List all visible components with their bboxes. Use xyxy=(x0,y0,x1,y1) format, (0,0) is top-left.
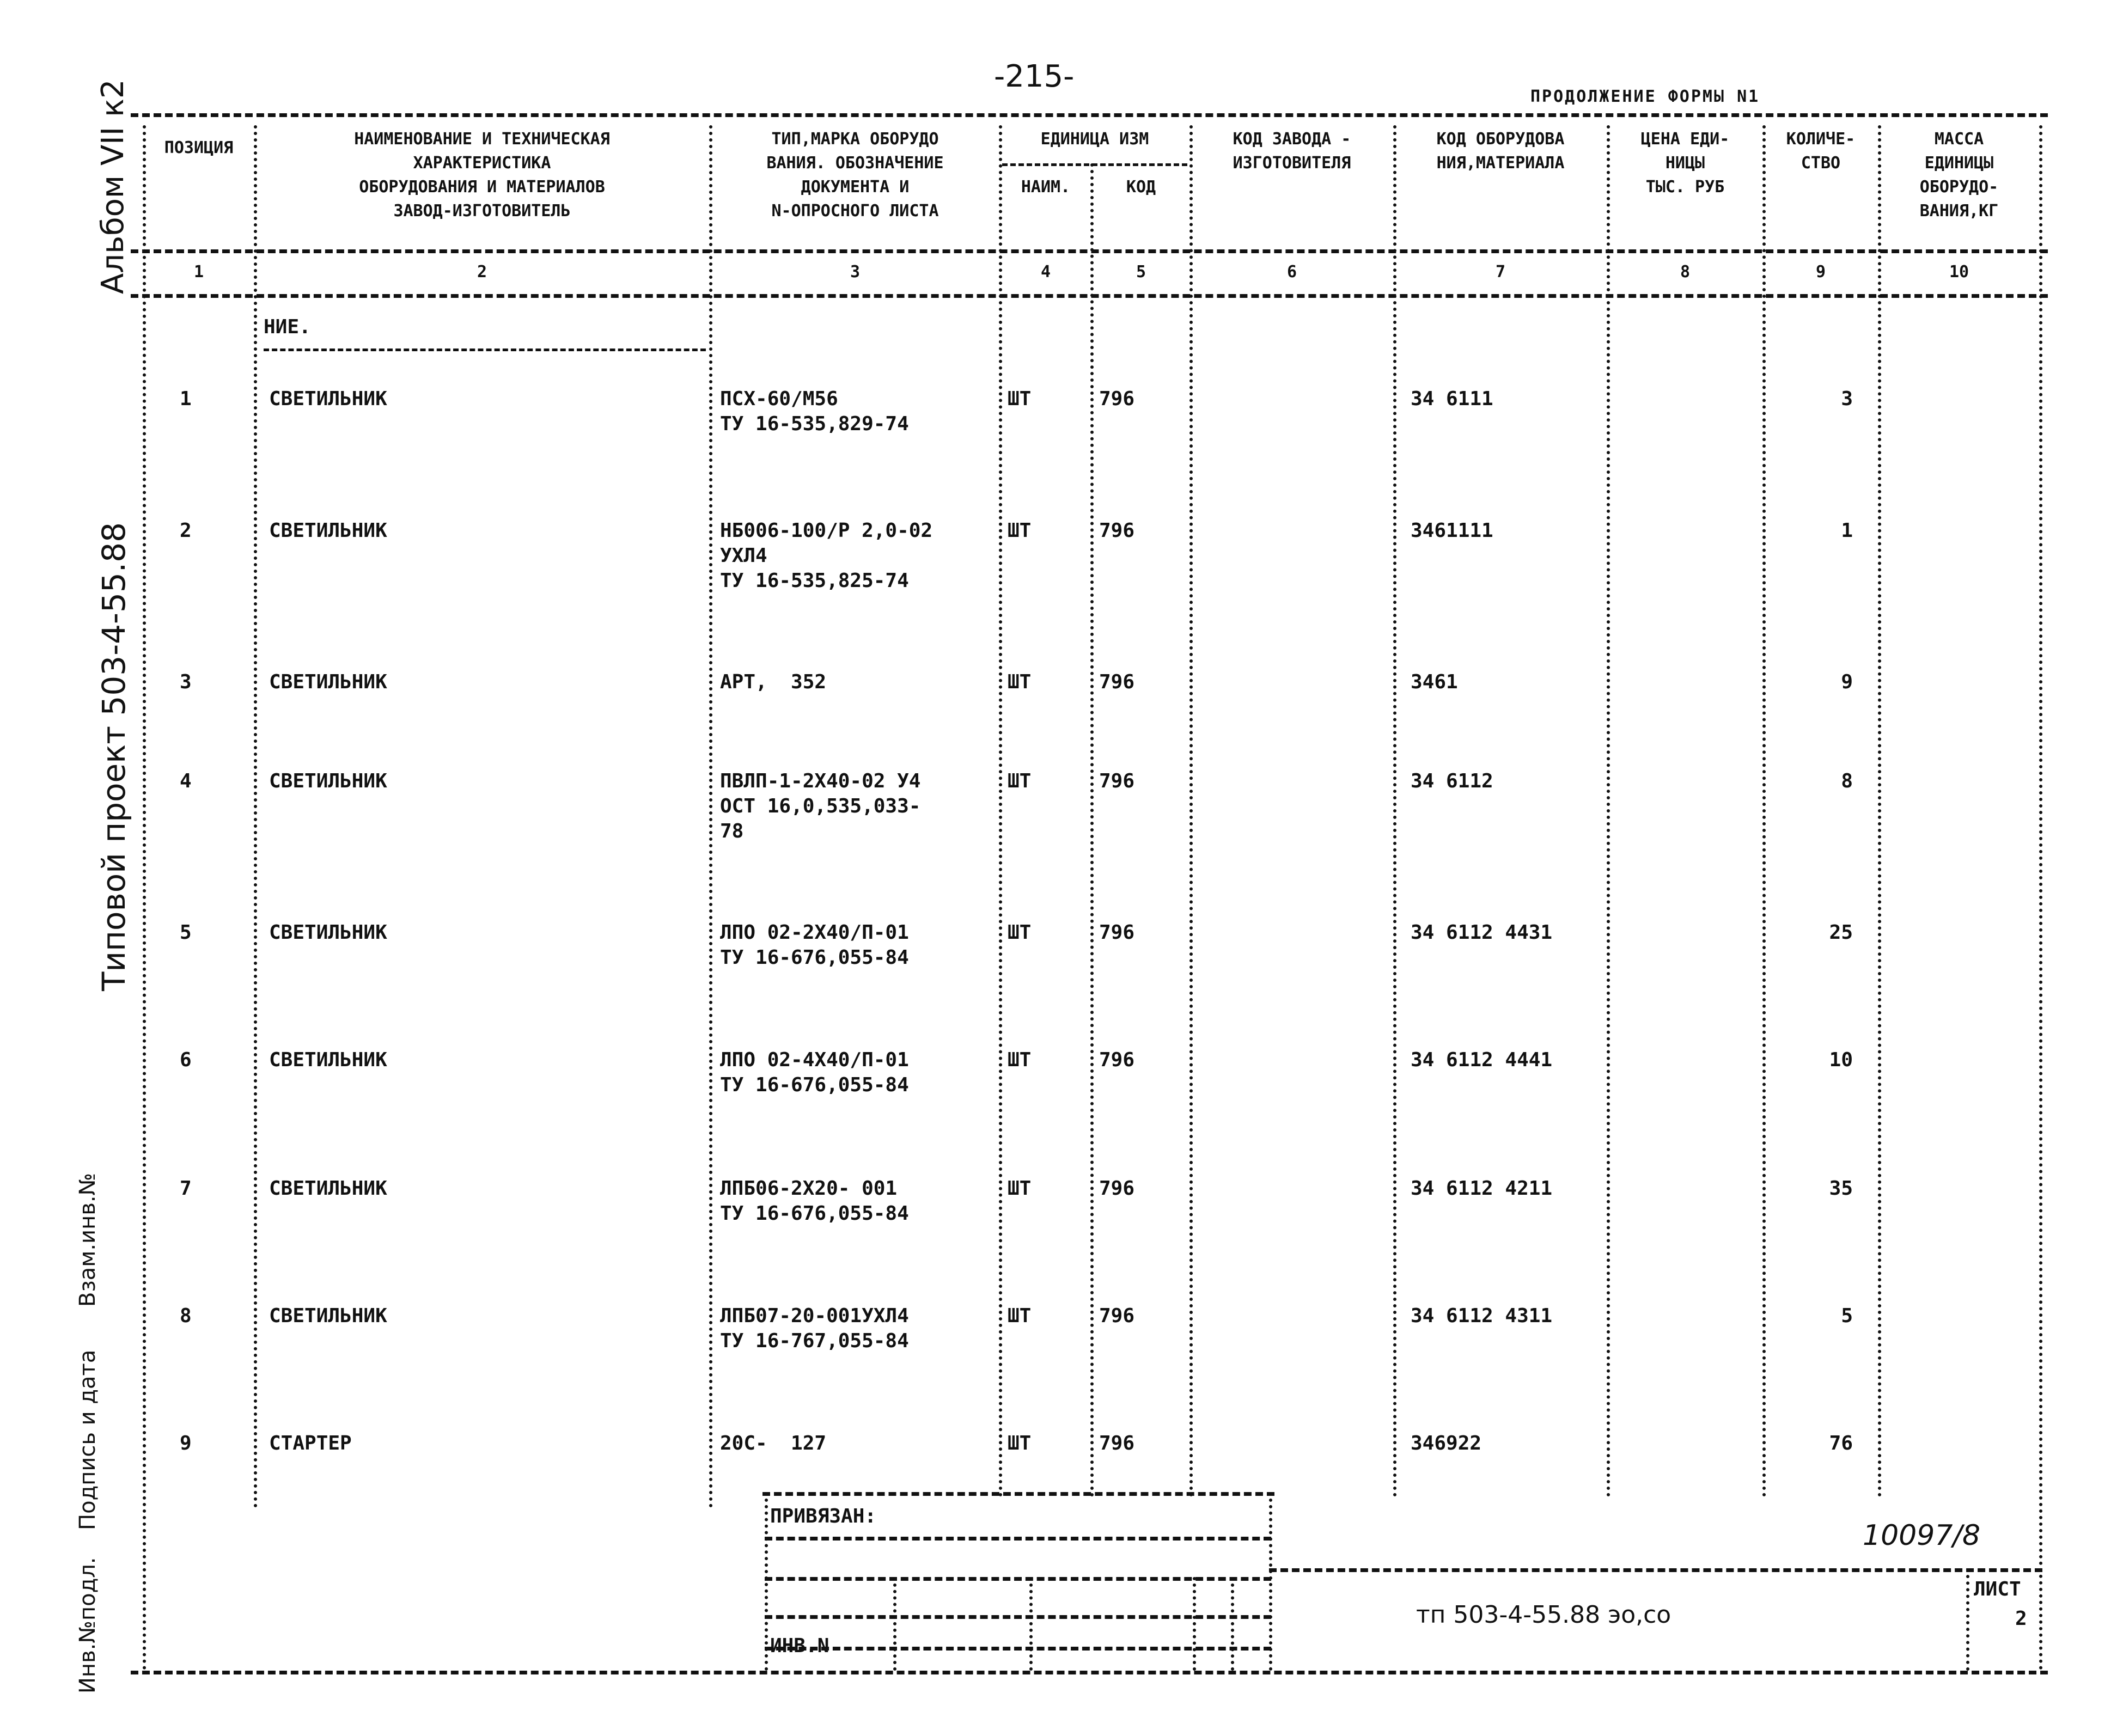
row-position: 3 xyxy=(180,671,192,693)
row-position: 8 xyxy=(180,1305,192,1327)
stamp-col-4 xyxy=(1231,1577,1234,1671)
row-unit: ШТ xyxy=(1008,519,1032,542)
side-podpis-label: Подпись и дата xyxy=(75,1349,100,1530)
row-name: СВЕТИЛЬНИК xyxy=(269,671,387,693)
row-name: СВЕТИЛЬНИК xyxy=(269,921,387,944)
stamp-sheet-rule xyxy=(1966,1568,1969,1671)
side-inv-label: Инв.№подл. xyxy=(75,1557,100,1694)
row-equip-code: 34 6112 4431 xyxy=(1411,921,1553,944)
col-rule-7 xyxy=(1607,125,1610,1497)
stamp-col-1 xyxy=(893,1577,896,1671)
colnum-5: 5 xyxy=(1136,262,1146,282)
row-position: 4 xyxy=(180,770,192,792)
row-equip-code: 34 6112 xyxy=(1411,770,1493,792)
row-code: 796 xyxy=(1099,1432,1135,1454)
header-factory-code: КОД ЗАВОДА - ИЗГОТОВИТЕЛЯ xyxy=(1233,130,1351,173)
row-name: СВЕТИЛЬНИК xyxy=(269,1305,387,1327)
row-code: 796 xyxy=(1099,1177,1135,1200)
row-equip-code: 3461 xyxy=(1411,671,1458,693)
row-code: 796 xyxy=(1099,388,1135,410)
side-vzam-label: Взам.инв.№ xyxy=(75,1172,100,1307)
row-position: 9 xyxy=(180,1432,192,1454)
row-type: ЛПО 02-2Х40/П-01 ТУ 16-676,055-84 xyxy=(720,921,909,969)
row-type: ЛПБ07-20-001УХЛ4 ТУ 16-767,055-84 xyxy=(720,1305,909,1352)
stamp-number: 10097/8 xyxy=(1863,1519,1981,1552)
header-unit: ЕДИНИЦА ИЗМ xyxy=(1040,130,1149,149)
row-unit: ШТ xyxy=(1008,1177,1032,1200)
row-unit: ШТ xyxy=(1008,388,1032,410)
col-rule-1 xyxy=(254,125,257,1508)
row-qty: 3 xyxy=(1841,388,1853,410)
row-type: АРТ, 352 xyxy=(720,671,827,693)
row-qty: 25 xyxy=(1829,921,1853,944)
side-album-label: Альбом VII к2 xyxy=(95,79,131,294)
colnum-10: 10 xyxy=(1949,262,1969,282)
stamp-rule-left xyxy=(765,1492,768,1671)
row-code: 796 xyxy=(1099,671,1135,693)
row-qty: 10 xyxy=(1829,1049,1853,1071)
header-equip-code: КОД ОБОРУДОВА НИЯ,МАТЕРИАЛА xyxy=(1436,130,1565,173)
colnum-4: 4 xyxy=(1040,262,1051,282)
row-code: 796 xyxy=(1099,921,1135,944)
colnum-1: 1 xyxy=(193,262,204,282)
row-position: 1 xyxy=(180,388,192,410)
stamp-sheet-label: ЛИСТ xyxy=(1974,1578,2021,1600)
colnum-8: 8 xyxy=(1680,262,1691,282)
row-unit: ШТ xyxy=(1008,1049,1032,1071)
stamp-doc-rule xyxy=(1269,1568,2042,1572)
stamp-sheet-number: 2 xyxy=(2015,1607,2027,1630)
col-rule-9 xyxy=(1878,125,1881,1497)
colnum-9: 9 xyxy=(1815,262,1826,282)
col-rule-6 xyxy=(1393,125,1396,1497)
row-equip-code: 34 6112 4311 xyxy=(1411,1305,1553,1327)
row-type: ЛПО 02-4Х40/П-01 ТУ 16-676,055-84 xyxy=(720,1049,909,1096)
side-project-label: Типовой проект 503-4-55.88 xyxy=(95,522,132,991)
row-qty: 1 xyxy=(1841,519,1853,542)
row-unit: ШТ xyxy=(1008,921,1032,944)
rule-header-bottom xyxy=(131,249,2048,253)
carry-underline xyxy=(264,349,706,351)
row-position: 7 xyxy=(180,1177,192,1200)
row-equip-code: 346922 xyxy=(1411,1432,1482,1454)
colnum-7: 7 xyxy=(1495,262,1506,282)
row-code: 796 xyxy=(1099,1305,1135,1327)
row-position: 5 xyxy=(180,921,192,944)
header-unit-code: КОД xyxy=(1126,178,1156,197)
header-qty: КОЛИЧЕ- СТВО xyxy=(1786,130,1856,173)
row-name: СВЕТИЛЬНИК xyxy=(269,1177,387,1200)
row-name: СВЕТИЛЬНИК xyxy=(269,1049,387,1071)
row-qty: 9 xyxy=(1841,671,1853,693)
row-equip-code: 3461111 xyxy=(1411,519,1493,542)
colnum-2: 2 xyxy=(477,262,487,282)
stamp-doc: тп 503-4-55.88 эо,со xyxy=(1416,1601,1671,1629)
rule-colnum-bottom xyxy=(131,294,2048,298)
row-code: 796 xyxy=(1099,770,1135,792)
row-name: СВЕТИЛЬНИК xyxy=(269,770,387,792)
row-equip-code: 34 6112 4211 xyxy=(1411,1177,1553,1200)
row-position: 2 xyxy=(180,519,192,542)
row-type: ПВЛП-1-2Х40-02 У4 ОСТ 16,0,535,033- 78 xyxy=(720,770,921,842)
rule-bottom xyxy=(131,1671,2048,1674)
row-qty: 76 xyxy=(1829,1432,1853,1454)
stamp-col-2 xyxy=(1029,1577,1033,1671)
header-type: ТИП,МАРКА ОБОРУДО ВАНИЯ. ОБОЗНАЧЕНИЕ ДОКУМЕНТА И N-ОПРОСНОГО ЛИСТА xyxy=(766,130,944,221)
header-name: НАИМЕНОВАНИЕ И ТЕХНИЧЕСКАЯ ХАРАКТЕРИСТИКА ОБОРУДОВАНИЯ И МАТЕРИАЛОВ ЗАВОД-ИЗГОТОВИТЕЛЬ xyxy=(354,130,610,221)
row-qty: 5 xyxy=(1841,1305,1853,1327)
header-unit-name: НАИМ. xyxy=(1021,178,1071,197)
colnum-3: 3 xyxy=(850,262,861,282)
continuation-note: ПРОДОЛЖЕНИЕ ФОРМЫ N1 xyxy=(1530,87,1760,106)
row-unit: ШТ xyxy=(1008,1305,1032,1327)
row-code: 796 xyxy=(1099,519,1135,542)
row-qty: 35 xyxy=(1829,1177,1853,1200)
stamp-rule-1 xyxy=(765,1537,1271,1541)
row-type: НБ006-100/Р 2,0-02 УХЛ4 ТУ 16-535,825-74 xyxy=(720,519,933,592)
row-position: 6 xyxy=(180,1049,192,1071)
row-type: ЛПБ06-2Х20- 001 ТУ 16-676,055-84 xyxy=(720,1177,909,1225)
unit-sub-rule xyxy=(1002,163,1187,166)
row-type: 20С- 127 xyxy=(720,1432,827,1454)
row-unit: ШТ xyxy=(1008,1432,1032,1454)
header-mass: МАССА ЕДИНИЦЫ ОБОРУДО- ВАНИЯ,КГ xyxy=(1919,130,1999,221)
col-rule-2 xyxy=(709,125,712,1508)
col-rule-5 xyxy=(1189,125,1193,1497)
row-unit: ШТ xyxy=(1008,671,1032,693)
rule-top xyxy=(131,113,2048,117)
col-rule-8 xyxy=(1762,125,1766,1497)
header-price: ЦЕНА ЕДИ- НИЦЫ ТЫС. РУБ xyxy=(1640,130,1730,197)
page-number: -215- xyxy=(994,59,1075,94)
row-name: СТАРТЕР xyxy=(269,1432,352,1454)
col-rule-4 xyxy=(1090,163,1094,1497)
colnum-6: 6 xyxy=(1286,262,1297,282)
row-code: 796 xyxy=(1099,1049,1135,1071)
col-rule-0 xyxy=(143,125,146,1671)
row-qty: 8 xyxy=(1841,770,1853,792)
col-rule-3 xyxy=(999,125,1002,1497)
row-type: ПСХ-60/М56 ТУ 16-535,829-74 xyxy=(720,388,909,435)
stamp-rule-top xyxy=(762,1492,1274,1496)
header-position: ПОЗИЦИЯ xyxy=(164,138,234,157)
carry-text: НИЕ. xyxy=(264,316,311,338)
stamp-privyazan: ПРИВЯЗАН: xyxy=(770,1505,877,1527)
stamp-rule-right xyxy=(1269,1492,1272,1671)
row-name: СВЕТИЛЬНИК xyxy=(269,519,387,542)
col-rule-10 xyxy=(2039,125,2042,1671)
stamp-col-3 xyxy=(1193,1577,1196,1671)
stamp-inv: ИНВ.N xyxy=(770,1635,829,1657)
row-equip-code: 34 6112 4441 xyxy=(1411,1049,1553,1071)
row-equip-code: 34 6111 xyxy=(1411,388,1493,410)
row-name: СВЕТИЛЬНИК xyxy=(269,388,387,410)
row-unit: ШТ xyxy=(1008,770,1032,792)
